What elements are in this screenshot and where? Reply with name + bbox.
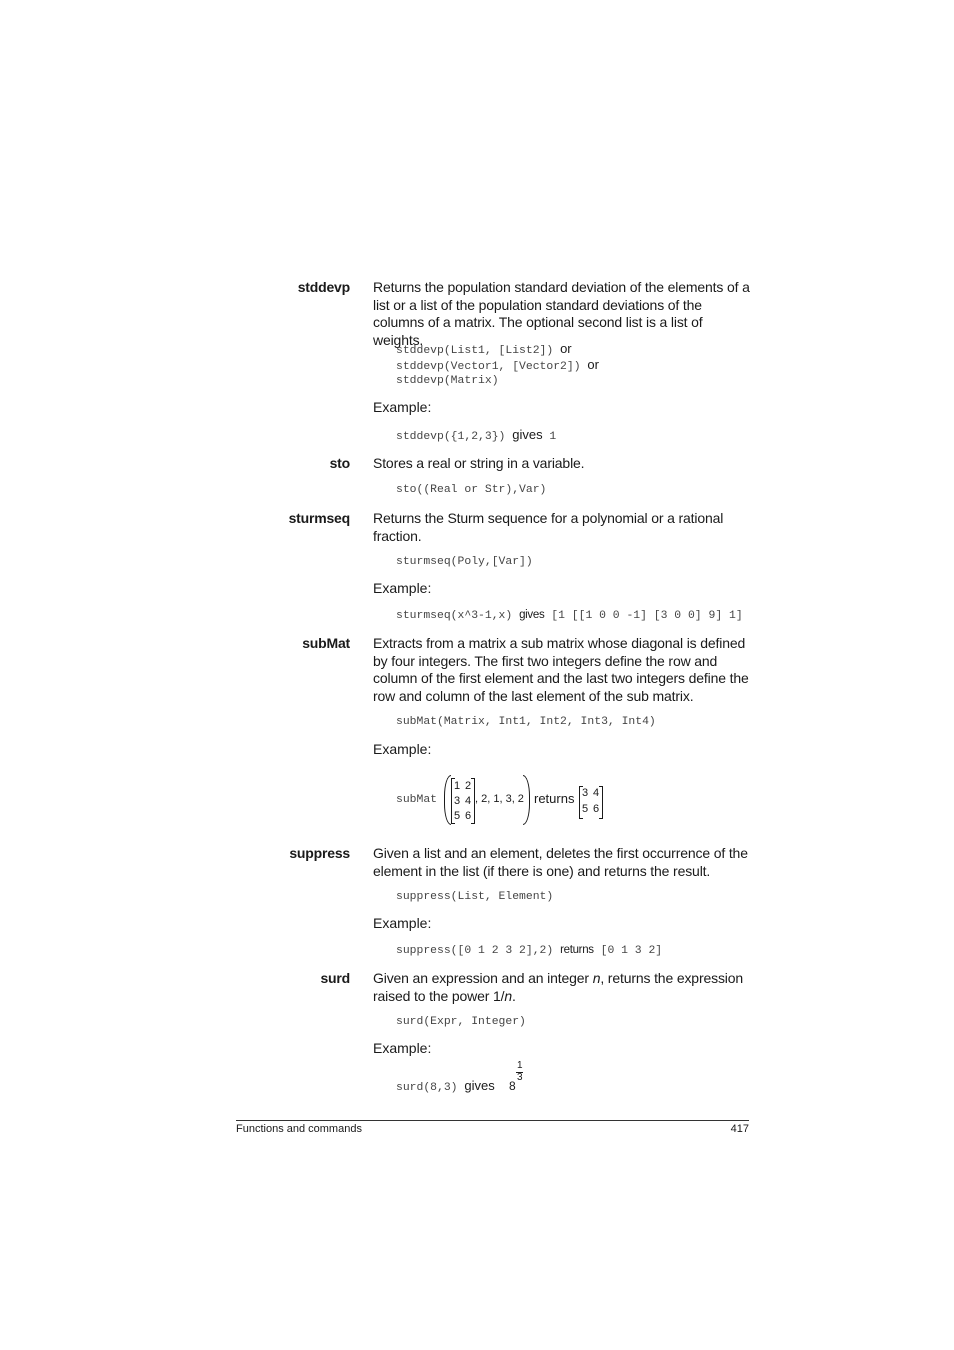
syntax-code: stddevp(Matrix)	[396, 375, 499, 387]
page-number: 417	[730, 1123, 749, 1135]
example-gives: gives	[519, 609, 545, 621]
example-result: [1 [[1 0 0 -1] [3 0 0] 9] 1]	[551, 610, 743, 622]
matrix-cell: 5	[582, 803, 589, 815]
matrix-cell: 4	[593, 787, 600, 799]
example-code: stddevp({1,2,3})	[396, 431, 506, 443]
syntax-code: stddevp(List1, [List2])	[396, 345, 554, 357]
entry-desc-sturmseq: Returns the Sturm sequence for a polynomial or a rational fraction.	[373, 510, 724, 544]
example-result: 1	[549, 431, 557, 443]
matrix-cell: 4	[465, 795, 472, 807]
matrix-cell: 3	[454, 795, 461, 807]
example-stddevp	[396, 427, 556, 445]
matrix-cell: 5	[454, 810, 461, 822]
example-label: Example:	[373, 399, 432, 415]
example-label: Example:	[373, 915, 432, 931]
power-base: 8	[509, 1079, 516, 1093]
entry-name-surd: surd	[320, 970, 350, 986]
matrix-cell: 1	[454, 780, 461, 792]
entry-desc-sto: Stores a real or string in a variable.	[373, 455, 585, 471]
example-args: , 2, 1, 3, 2	[475, 793, 524, 805]
desc-part: Given an expression and an integer	[373, 970, 593, 986]
syntax-submat: subMat(Matrix, Int1, Int2, Int3, Int4)	[396, 716, 656, 728]
example-surd	[396, 1078, 495, 1096]
entry-name-stddevp: stddevp	[297, 279, 350, 295]
example-gives: gives	[464, 1078, 495, 1093]
syntax-sturmseq: sturmseq(Poly,[Var])	[396, 556, 533, 568]
example-label: Example:	[373, 1040, 432, 1056]
syntax-or: or	[587, 357, 599, 372]
syntax-line-3	[396, 373, 499, 389]
right-paren	[523, 775, 530, 825]
entry-name-suppress: suppress	[289, 845, 350, 861]
example-result: [0 1 3 2]	[600, 945, 663, 957]
syntax-surd: surd(Expr, Integer)	[396, 1016, 526, 1028]
example-code: sturmseq(x^3-1,x)	[396, 610, 513, 622]
matrix-cell: 6	[465, 810, 472, 822]
example-gives: gives	[512, 427, 543, 442]
entry-name-submat: subMat	[302, 635, 350, 651]
example-code: surd(8,3)	[396, 1082, 458, 1094]
example-label: Example:	[373, 580, 432, 596]
desc-var: n	[592, 970, 601, 986]
desc-var: n	[504, 987, 512, 1004]
syntax-or: or	[560, 341, 572, 356]
desc-part: , returns the expression raised to the power 1/	[373, 970, 744, 1004]
entry-desc-surd	[373, 970, 753, 1005]
example-label: Example:	[373, 741, 432, 757]
entry-desc-stddevp: Returns the population standard deviation of the elements of a list or a list of the population standard deviations of the columns of a matrix. The optional second list is a list of weights.	[373, 279, 750, 349]
example-code: subMat	[396, 794, 438, 806]
example-suppress	[396, 942, 662, 959]
example-sturmseq	[396, 607, 743, 624]
desc-part: .	[511, 987, 516, 1004]
matrix-cell: 2	[465, 780, 472, 792]
entry-desc-suppress: Given a list and an element, deletes the first occurrence of the element in the list (if there is one) and returns the result.	[373, 845, 748, 879]
footer-section-title: Functions and commands	[236, 1123, 362, 1135]
example-returns: returns	[560, 944, 594, 956]
exponent-denominator: 3	[517, 1072, 523, 1083]
example-code: suppress([0 1 2 3 2],2)	[396, 945, 554, 957]
footer-rule	[236, 1120, 749, 1121]
syntax-sto: sto((Real or Str),Var)	[396, 484, 547, 496]
syntax-suppress: suppress(List, Element)	[396, 891, 554, 903]
entry-desc-submat: Extracts from a matrix a sub matrix whose diagonal is defined by four integers. The first two integers define the row and column of the first element and the last two integers define the row and column of the last element of the sub matrix.	[373, 635, 749, 705]
example-returns: returns	[534, 791, 575, 806]
syntax-code: stddevp(Vector1, [Vector2])	[396, 361, 581, 373]
matrix-cell: 6	[593, 803, 600, 815]
entry-name-sto: sto	[329, 455, 350, 471]
left-paren	[444, 775, 451, 825]
result-bracket-right	[599, 786, 603, 819]
matrix-cell: 3	[582, 787, 589, 799]
exponent-numerator: 1	[517, 1060, 523, 1071]
entry-name-sturmseq: sturmseq	[288, 510, 350, 526]
